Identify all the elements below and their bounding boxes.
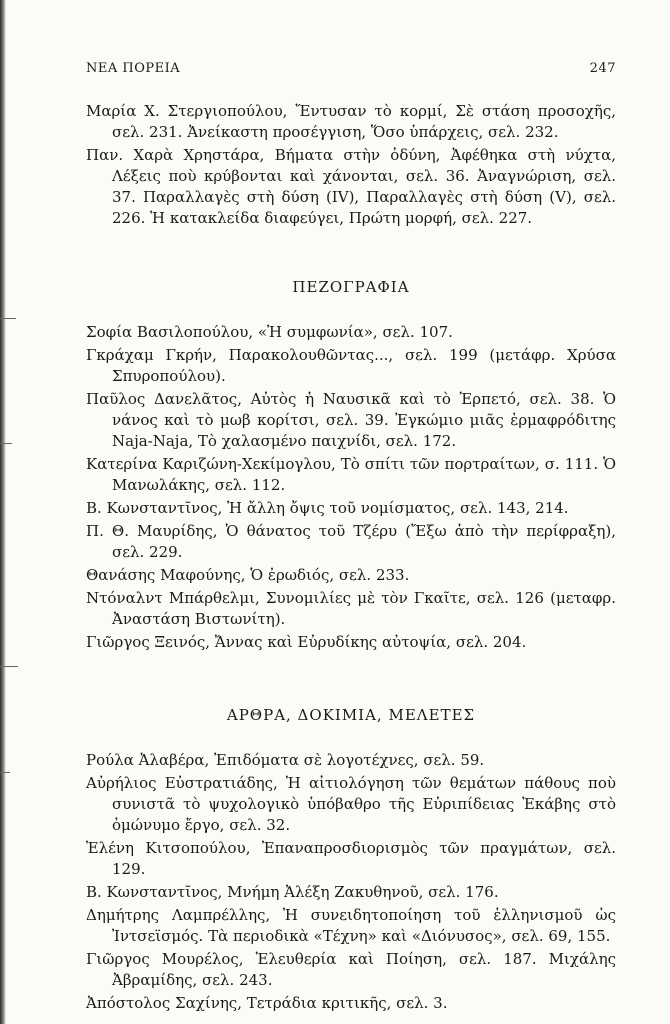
running-head: [86, 58, 616, 79]
list-item: Ντόναλντ Μπάρθελμι, Συνομιλίες μὲ τὸν Γκαῖτε, σελ. 126 (μεταφρ. Ἀναστάση Βιστωνίτη).: [86, 589, 616, 628]
list-item: Γιῶργος Μουρέλος, Ἐλευθερία καὶ Ποίηση, σελ. 187. Μιχάλης Ἀβραμίδης, σελ. 243.: [86, 950, 616, 989]
section-prose: [86, 322, 616, 653]
list-item: Θανάσης Μαφούνης, Ὁ ἐρωδιός, σελ. 233.: [86, 566, 410, 584]
list-item: Μαρία Χ. Στεργιοπούλου, Ἔντυσαν τὸ κορμί, Σὲ στάση προσοχῆς, σελ. 231. Ἀνείκαστη προσέγγιση, Ὅσο ὑπάρχεις, σελ. 232.: [86, 102, 616, 141]
list-item: Ἑλένη Κιτσοπούλου, Ἐπαναπροσδιορισμὸς τῶν πραγμάτων, σελ. 129.: [86, 839, 616, 878]
section-poetry-continued: [86, 101, 616, 229]
list-item: Ρούλα Ἀλαβέρα, Ἐπιδόματα σὲ λογοτέχνες, σελ. 59.: [86, 751, 485, 769]
list-item: Αὐρήλιος Εὐστρατιάδης, Ἡ αἰτιολόγηση τῶν θεμάτων πάθους ποὺ συνιστᾶ τὸ ψυχολογικὸ ὑπόβαθρο τῆς Εὐριπίδειας Ἑκάβης στὸ ὁμώνυμο ἔργο, σελ. 32.: [86, 774, 616, 834]
list-item: Β. Κωνσταντῖνος, Μνήμη Ἀλέξη Ζακυθηνοῦ, σελ. 176.: [86, 883, 499, 901]
list-item: Β. Κωνσταντῖνος, Ἡ ἄλλη ὄψις τοῦ νομίσματος, σελ. 143, 214.: [86, 499, 569, 517]
list-item: Κατερίνα Καριζώνη-Χεκίμογλου, Τὸ σπίτι τῶν πορτραίτων, σ. 111. Ὁ Μανωλάκης, σελ. 112.: [86, 455, 616, 494]
list-item: Δημήτρης Λαμπρέλλης, Ἡ συνειδητοποίηση τοῦ ἑλληνισμοῦ ὡς Ἰντσεϊσμός. Τὰ περιοδικὰ «Τέχνη» καὶ «Διόνυσος», σελ. 69, 155.: [86, 906, 616, 945]
list-item: Γκράχαμ Γκρήν, Παρακολουθῶντας..., σελ. 199 (μετάφρ. Χρύσα Σπυροπούλου).: [86, 346, 616, 385]
section-articles: [86, 750, 616, 1014]
list-item: Γιῶργος Ξεινός, Ἄννας καὶ Εὐρυδίκης αὐτοψία, σελ. 204.: [86, 633, 527, 651]
list-item: Σοφία Βασιλοπούλου, «Ἡ συμφωνία», σελ. 107.: [86, 323, 453, 341]
page-number: 247: [589, 61, 616, 76]
section-heading-articles: ΑΡΘΡΑ, ΔΟΚΙΜΙΑ, ΜΕΛΕΤΕΣ: [226, 706, 476, 724]
section-heading-prose: ΠΕΖΟΓΡΑΦΙΑ: [292, 278, 410, 296]
list-item: Ἀπόστολος Σαχίνης, Τετράδια κριτικῆς, σελ. 3.: [86, 994, 448, 1012]
list-item: Παῦλος Δανελᾶτος, Αὐτὸς ἡ Ναυσικᾶ καὶ τὸ Ἑρπετό, σελ. 38. Ὁ νάνος καὶ τὸ μωβ κορίτσι, σελ. 39. Ἐγκώμιο μιᾶς ἑρμαφρόδιτης Naja-Naja, Τὸ χαλασμένο παιχνίδι, σελ. 172.: [86, 390, 616, 450]
journal-title: ΝΕΑ ΠΟΡΕΙΑ: [86, 61, 181, 76]
list-item: Π. Θ. Μαυρίδης, Ὁ θάνατος τοῦ Τζέρυ (Ἔξω ἀπὸ τὴν περίφραξη), σελ. 229.: [86, 522, 616, 561]
list-item: Παν. Χαρὰ Χρηστάρα, Βήματα στὴν ὀδύνη, Ἀφέθηκα στὴ νύχτα, Λέξεις ποὺ κρύβονται καὶ χάνονται, σελ. 36. Ἀναγνώριση, σελ. 37. Παραλλαγὲς στὴ δύση (IV), Παραλλαγὲς στὴ δύση (V), σελ. 226. Ἡ κατακλείδα διαφεύγει, Πρώτη μορφή, σελ. 227.: [86, 146, 616, 227]
